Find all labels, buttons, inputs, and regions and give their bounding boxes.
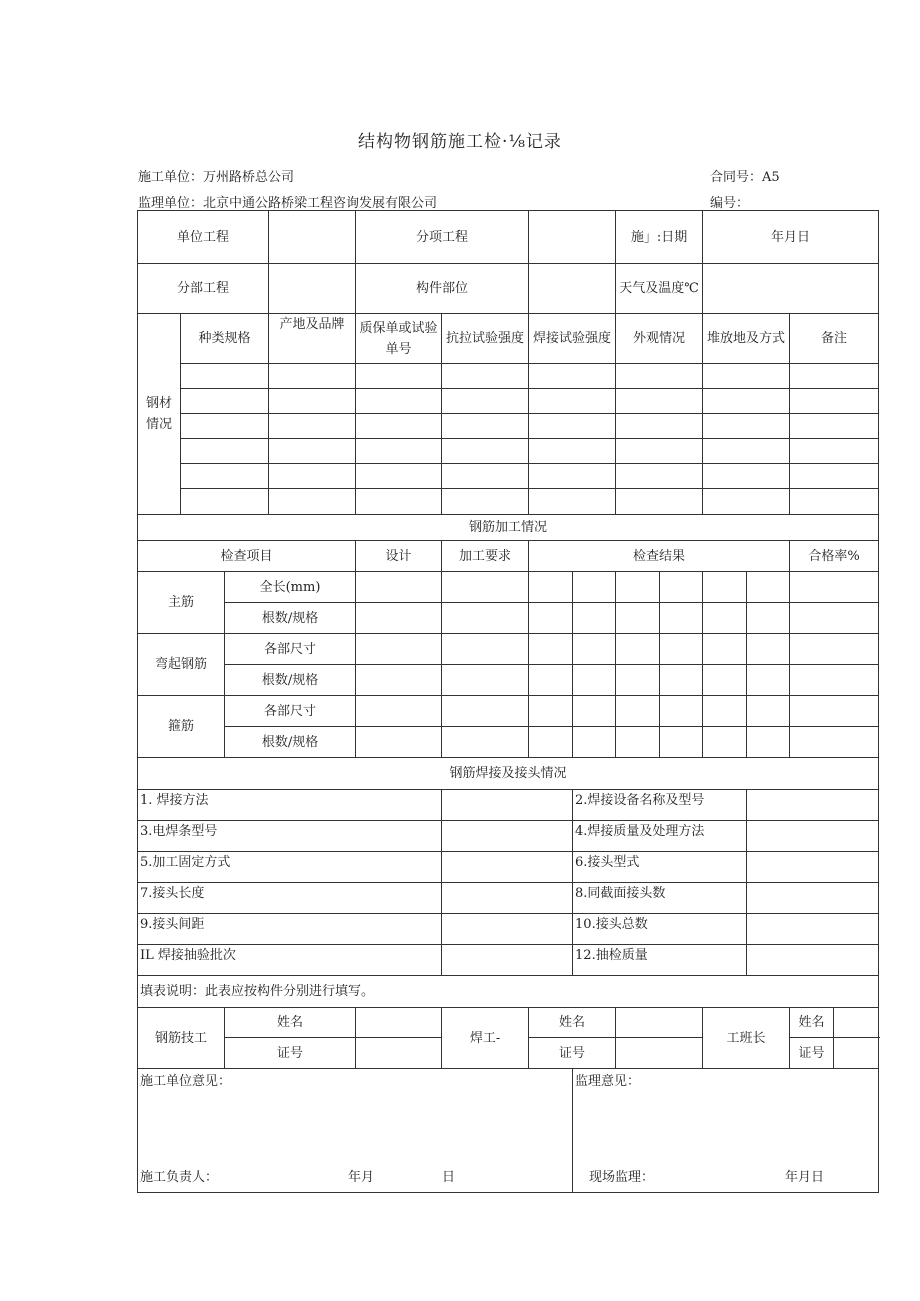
- unit-project-label: 单位工程: [138, 211, 269, 264]
- welding-value[interactable]: [747, 852, 879, 883]
- steel-header: 种类规格: [181, 314, 269, 364]
- welding-item: 6.接头型式: [573, 852, 747, 883]
- supervision-unit: 监理单位：北京中通公路桥梁工程咨询发展有限公司: [138, 196, 438, 211]
- steel-row: [138, 489, 879, 515]
- date-label: 施」:日期: [616, 211, 703, 264]
- welding-item: 12.抽检质量: [573, 945, 747, 976]
- processing-row: [138, 665, 879, 696]
- component-label: 构件部位: [356, 264, 529, 314]
- welding-value[interactable]: [747, 945, 879, 976]
- division-label: 分部工程: [138, 264, 269, 314]
- rebar-worker-name[interactable]: [356, 1008, 442, 1038]
- sub-item-label: 分项工程: [356, 211, 529, 264]
- welding-row: [138, 914, 879, 945]
- rebar-worker-cert[interactable]: [356, 1038, 442, 1069]
- welding-item: 5.加工固定方式: [138, 852, 442, 883]
- steel-header: 备注: [790, 314, 879, 364]
- name-label: 姓名: [225, 1008, 356, 1038]
- pass-rate-header: 合格率%: [790, 541, 879, 572]
- construction-opinion-label: 施工单位意见：: [140, 1074, 232, 1089]
- welding-item: 7.接头长度: [138, 883, 442, 914]
- cert-label: 证号: [790, 1038, 834, 1069]
- welding-item: 3.电焊条型号: [138, 821, 442, 852]
- weather-value[interactable]: [703, 264, 879, 314]
- check-item: 根数/规格: [225, 665, 356, 696]
- steel-header: 堆放地及方式: [703, 314, 790, 364]
- cert-label: 证号: [529, 1038, 616, 1069]
- steel-section-label: 钢材情况: [138, 314, 181, 515]
- division-value[interactable]: [269, 264, 356, 314]
- contract-number: 合同号：A5: [710, 170, 780, 185]
- steel-row: [138, 464, 879, 489]
- day-label: 日: [442, 1170, 456, 1185]
- welding-item: 4.焊接质量及处理方法: [573, 821, 747, 852]
- steel-row: [138, 389, 879, 414]
- welding-row: [138, 821, 879, 852]
- check-item: 全长(mm): [225, 572, 356, 603]
- welding-item: 8.同截面接头数: [573, 883, 747, 914]
- group-label: 主筋: [138, 572, 225, 634]
- welding-value[interactable]: [442, 852, 573, 883]
- welding-value[interactable]: [442, 883, 573, 914]
- welding-value[interactable]: [747, 883, 879, 914]
- supervision-opinion[interactable]: [573, 1069, 879, 1193]
- welding-item: 9.接头间距: [138, 914, 442, 945]
- welding-value[interactable]: [747, 821, 879, 852]
- rebar-worker-label: 钢筋技工: [138, 1008, 225, 1069]
- steel-row: [138, 364, 879, 389]
- welding-item: 1. 焊接方法: [138, 790, 442, 821]
- foreman-cert[interactable]: [834, 1038, 879, 1069]
- unit-project-value[interactable]: [269, 211, 356, 264]
- serial-number: 编号：: [710, 196, 750, 211]
- welding-value[interactable]: [747, 914, 879, 945]
- welding-value[interactable]: [442, 945, 573, 976]
- date-value[interactable]: 年月日: [703, 211, 879, 264]
- steel-header: 产地及品牌: [269, 314, 356, 364]
- welding-value[interactable]: [442, 821, 573, 852]
- sub-item-value[interactable]: [529, 211, 616, 264]
- fill-instructions: 填表说明：此表应按构件分别进行填写。: [138, 976, 879, 1008]
- check-item: 各部尺寸: [225, 634, 356, 665]
- processing-section-title: 钢筋加工情况: [138, 515, 879, 541]
- welding-row: [138, 945, 879, 976]
- foreman-label: 工班长: [703, 1008, 790, 1069]
- group-label: 弯起钢筋: [138, 634, 225, 696]
- processing-row: [138, 572, 879, 603]
- responsible-label: 施工负责人：: [140, 1170, 219, 1185]
- processing-row: [138, 727, 879, 758]
- welding-value[interactable]: [442, 914, 573, 945]
- steel-header: 抗拉试验强度: [442, 314, 529, 364]
- welding-value[interactable]: [442, 790, 573, 821]
- year-month-label: 年月: [348, 1170, 375, 1185]
- requirement-header: 加工要求: [442, 541, 529, 572]
- welding-section-title: 钢筋焊接及接头情况: [138, 758, 879, 790]
- name-label: 姓名: [529, 1008, 616, 1038]
- form-title: 结构物钢筋施工检·⅛记录: [358, 132, 562, 152]
- processing-row: [138, 696, 879, 727]
- welding-row: [138, 883, 879, 914]
- steel-row: [138, 414, 879, 439]
- check-item: 根数/规格: [225, 727, 356, 758]
- steel-header: 外观情况: [616, 314, 703, 364]
- inspection-form: [137, 210, 879, 1193]
- steel-header: 焊接试验强度: [529, 314, 616, 364]
- welding-item: 10.接头总数: [573, 914, 747, 945]
- construction-opinion[interactable]: [138, 1069, 573, 1193]
- cert-label: 证号: [225, 1038, 356, 1069]
- welding-item: 2.焊接设备名称及型号: [573, 790, 747, 821]
- construction-unit: 施工单位：万州路桥总公司: [138, 170, 295, 185]
- welding-row: [138, 790, 879, 821]
- foreman-name[interactable]: [834, 1008, 879, 1038]
- name-label: 姓名: [790, 1008, 834, 1038]
- check-item-header: 检查项目: [138, 541, 356, 572]
- steel-row: [138, 439, 879, 464]
- design-header: 设计: [356, 541, 442, 572]
- group-label: 箍筋: [138, 696, 225, 758]
- welding-item: IL 焊接抽验批次: [138, 945, 442, 976]
- check-item: 根数/规格: [225, 603, 356, 634]
- welder-label: 焊工-: [442, 1008, 529, 1069]
- component-value[interactable]: [529, 264, 616, 314]
- weather-label: 天气及温度℃: [616, 264, 703, 314]
- supervision-opinion-label: 监理意见：: [575, 1074, 641, 1089]
- result-header: 检查结果: [529, 541, 790, 572]
- welding-value[interactable]: [747, 790, 879, 821]
- welder-cert[interactable]: [616, 1038, 703, 1069]
- processing-row: [138, 634, 879, 665]
- steel-header: 质保单或试验单号: [356, 314, 442, 364]
- welding-row: [138, 852, 879, 883]
- processing-row: [138, 603, 879, 634]
- check-item: 各部尺寸: [225, 696, 356, 727]
- welder-name[interactable]: [616, 1008, 703, 1038]
- site-supervisor-label: 现场监理：: [589, 1170, 655, 1185]
- supervision-date-label: 年月日: [785, 1170, 825, 1185]
